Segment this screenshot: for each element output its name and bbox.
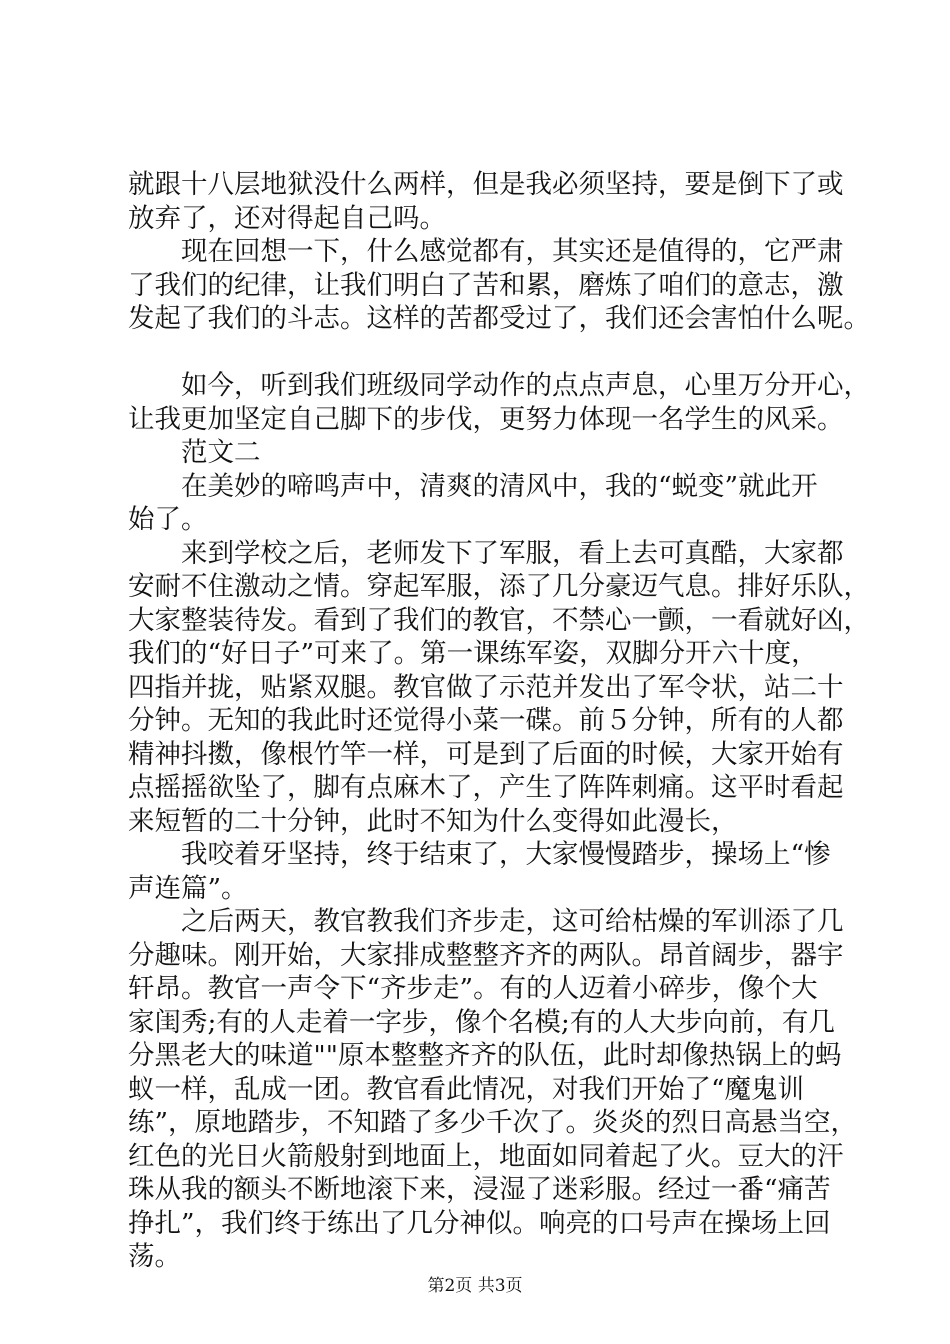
text-line: 分趣味。刚开始，大家排成整整齐齐的两队。昂首阔步，器宇 — [128, 939, 844, 971]
text-line: 荡。 — [128, 1241, 181, 1272]
document-body — [128, 168, 870, 1274]
text-line: 始了。 — [128, 504, 208, 535]
text-line: 红色的光日火箭般射到地面上，地面如同着起了火。豆大的汗 — [128, 1140, 844, 1172]
text-line: 在美妙的啼鸣声中，清爽的清风中，我的“蜕变”就此开 — [181, 470, 818, 502]
text-line: 挣扎”，我们终于练出了几分神似。响亮的口号声在操场上回 — [128, 1207, 831, 1239]
text-line: 四指并拢，贴紧双腿。教官做了示范并发出了军令状，站二十 — [128, 671, 844, 703]
text-line: 现在回想一下，什么感觉都有，其实还是值得的，它严肃 — [181, 236, 844, 267]
text-line: 声连篇”。 — [128, 872, 248, 904]
text-line: 珠从我的额头不断地滚下来，浸湿了迷彩服。经过一番“痛苦 — [128, 1174, 831, 1205]
paragraph-gap — [128, 336, 840, 370]
text-line: 大家整装待发。看到了我们的教官，不禁心一颤，一看就好凶， — [128, 604, 870, 636]
text-line: 来短暂的二十分钟，此时不知为什么变得如此漫长， — [128, 805, 738, 837]
text-line: 来到学校之后，老师发下了军服，看上去可真酷，大家都 — [181, 537, 844, 569]
text-line: 范文二 — [181, 437, 261, 468]
text-line: 安耐不住激动之情。穿起军服，添了几分豪迈气息。排好乐队， — [128, 571, 870, 602]
text-line: 分钟。无知的我此时还觉得小菜一碟。前５分钟，所有的人都 — [128, 705, 844, 736]
text-line: 我们的“好日子”可来了。第一课练军姿，双脚分开六十度， — [128, 638, 818, 669]
text-line: 就跟十八层地狱没什么两样，但是我必须坚持，要是倒下了或 — [128, 169, 844, 200]
text-line: 精神抖擞，像根竹竿一样，可是到了后面的时候，大家开始有 — [128, 738, 844, 770]
text-line: 让我更加坚定自己脚下的步伐，更努力体现一名学生的风采。 — [128, 403, 844, 435]
text-line: 家闺秀;有的人走着一字步，像个名模;有的人大步向前，有几 — [128, 1006, 835, 1038]
text-line: 之后两天，教官教我们齐步走，这可给枯燥的军训添了几 — [181, 906, 844, 937]
text-line: 点摇摇欲坠了，脚有点麻木了，产生了阵阵刺痛。这平时看起 — [128, 772, 844, 803]
text-line: 放弃了，还对得起自己吗。 — [128, 202, 446, 234]
text-line: 练”，原地踏步，不知踏了多少千次了。炎炎的烈日高悬当空， — [128, 1107, 858, 1138]
text-line: 我咬着牙坚持，终于结束了，大家慢慢踏步，操场上“惨 — [181, 839, 831, 870]
page-footer: 第2页 共3页 — [427, 1276, 523, 1296]
text-line: 如今，听到我们班级同学动作的点点声息，心里万分开心， — [181, 370, 870, 401]
text-line: 分黑老大的味道""原本整整齐齐的队伍，此时却像热锅上的蚂 — [128, 1040, 842, 1071]
text-line: 发起了我们的斗志。这样的苦都受过了，我们还会害怕什么呢。 — [128, 303, 870, 334]
text-line: 了我们的纪律，让我们明白了苦和累，磨炼了咱们的意志，激 — [128, 269, 844, 301]
text-line: 轩昂。教官一声令下“齐步走”。有的人迈着小碎步，像个大 — [128, 973, 818, 1004]
text-line: 蚁一样，乱成一团。教官看此情况，对我们开始了“魔鬼训 — [128, 1073, 805, 1105]
